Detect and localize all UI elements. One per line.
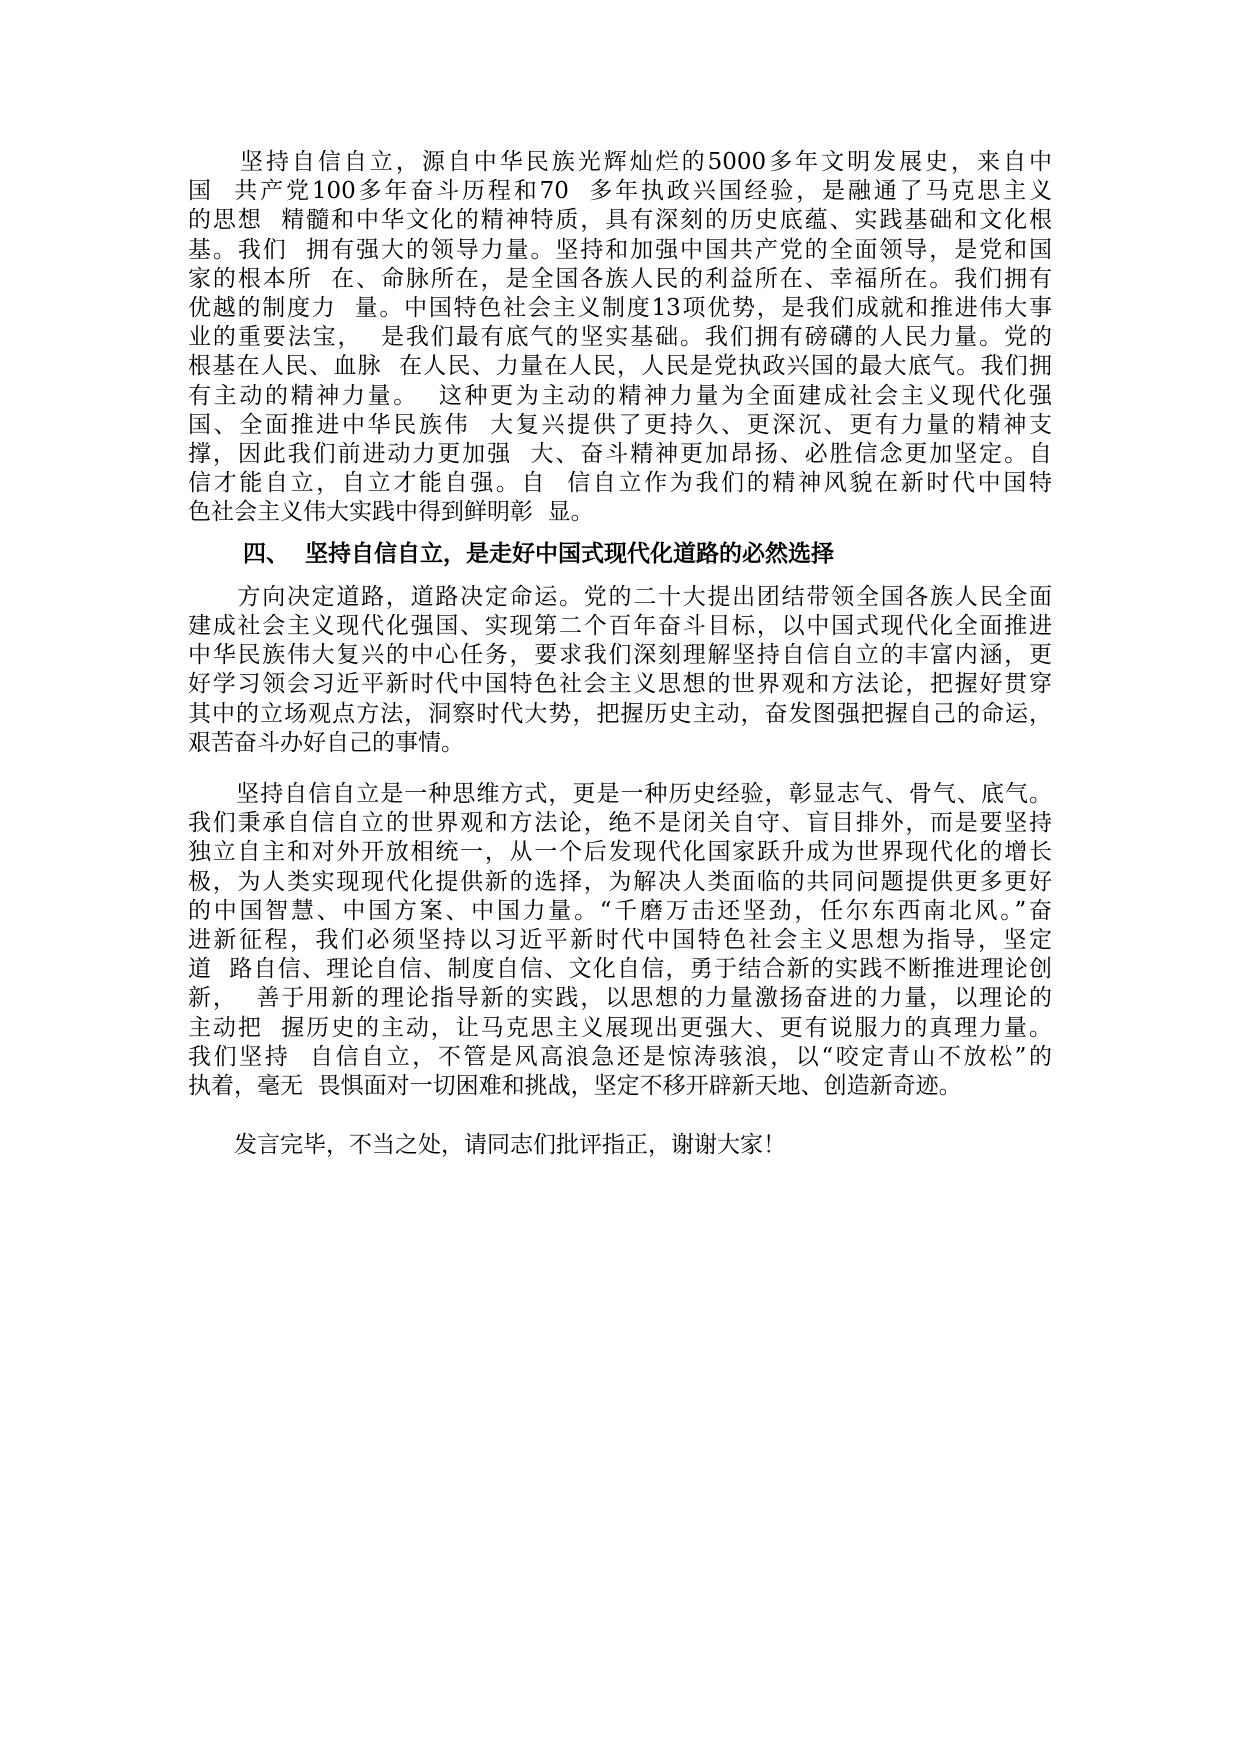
text-line: 进新征程，我们必须坚持以习近平新时代中国特色社会主义思想为指导，坚定 — [188, 927, 1052, 954]
text-line: 极，为人类实现现代化提供新的选择，为解决人类面临的共同问题提供更多更好 — [188, 868, 1052, 895]
text-line: 色社会主义伟大实践中得到鲜明彰 显。 — [188, 499, 594, 526]
text-line: 独立自主和对外开放相统一，从一个后发现代化国家跃升成为世界现代化的增长 — [188, 839, 1052, 866]
text-line: 道 路自信、理论自信、制度自信、文化自信，勇于结合新的实践不断推进理论创 — [188, 956, 1052, 983]
document-body — [188, 148, 1052, 1161]
text-line: 家的根本所 在、命脉所在，是全国各族人民的利益所在、幸福所在。我们拥有 — [188, 265, 1052, 292]
text-line: 主动把 握历史的主动，让马克思主义展现出更强大、更有说服力的真理力量。 — [188, 1014, 1052, 1041]
text-line: 我们秉承自信自立的世界观和方法论，绝不是闭关自守、盲目排外，而是要坚持 — [188, 810, 1052, 837]
text-line: 的中国智慧、中国方案、中国力量。“千磨万击还坚劲，任尔东西南北风。”奋 — [188, 897, 1052, 924]
text-line: 建成社会主义现代化强国、实现第二个百年奋斗目标，以中国式现代化全面推进 — [188, 613, 1052, 640]
text-line: 新， 善于用新的理论指导新的实践，以思想的力量激扬奋进的力量，以理论的 — [188, 985, 1052, 1012]
paragraph-self-confidence — [188, 148, 1052, 528]
text-line: 信才能自立，自立才能自强。自 信自立作为我们的精神风貌在新时代中国特 — [188, 470, 1052, 497]
text-line: 中华民族伟大复兴的中心任务，要求我们深刻理解坚持自信自立的丰富内涵，更 — [188, 642, 1052, 669]
paragraph-direction — [188, 583, 1052, 758]
text-line: 有主动的精神力量。 这种更为主动的精神力量为全面建成社会主义现代化强 — [188, 382, 1052, 409]
text-line: 优越的制度力 量。中国特色社会主义制度13项优势，是我们成就和推进伟大事 — [188, 295, 1052, 322]
paragraph-closing — [188, 1131, 1052, 1160]
text-line: 方向决定道路，道路决定命运。党的二十大提出团结带领全国各族人民全面 — [188, 583, 1052, 610]
text-line: 根基在人民、血脉 在人民、力量在人民，人民是党执政兴国的最大底气。我们拥 — [188, 353, 1052, 380]
text-line: 的思想 精髓和中华文化的精神特质，具有深刻的历史底蕴、实践基础和文化根 — [188, 207, 1052, 234]
text-line: 其中的立场观点方法，洞察时代大势，把握历史主动，奋发图强把握自己的命运， — [188, 700, 1052, 727]
text-line: 业的重要法宝， 是我们最有底气的坚实基础。我们拥有磅礴的人民力量。党的 — [188, 324, 1052, 351]
section-heading: 四、 坚持自信自立，是走好中国式现代化道路的必然选择 — [243, 540, 835, 567]
text-line: 坚持自信自立是一种思维方式，更是一种历史经验，彰显志气、骨气、底气。 — [188, 781, 1052, 808]
text-line: 执着，毫无 畏惧面对一切困难和挑战，坚定不移开辟新天地、创造新奇迹。 — [188, 1073, 962, 1100]
text-line: 发言完毕，不当之处，请同志们批评指正，谢谢大家！ — [188, 1132, 786, 1159]
text-line: 艰苦奋斗办好自己的事情。 — [188, 729, 464, 756]
text-line: 撑，因此我们前进动力更加强 大、奋斗精神更加昂扬、必胜信念更加坚定。自 — [188, 441, 1052, 468]
text-line: 好学习领会习近平新时代中国特色社会主义思想的世界观和方法论，把握好贯穿 — [188, 671, 1052, 698]
text-line: 基。我们 拥有强大的领导力量。坚持和加强中国共产党的全面领导，是党和国 — [188, 236, 1052, 263]
text-line: 国、全面推进中华民族伟 大复兴提供了更持久、更深沉、更有力量的精神支 — [188, 411, 1052, 438]
paragraph-way-of-thinking — [188, 780, 1052, 1101]
text-line: 我们坚持 自信自立，不管是风高浪急还是惊涛骇浪，以“咬定青山不放松”的 — [188, 1043, 1052, 1070]
text-line: 国 共产党100多年奋斗历程和70 多年执政兴国经验，是融通了马克思主义 — [188, 178, 1052, 205]
text-line: 坚持自信自立，源自中华民族光辉灿烂的5000多年文明发展史，来自中 — [188, 149, 1052, 175]
